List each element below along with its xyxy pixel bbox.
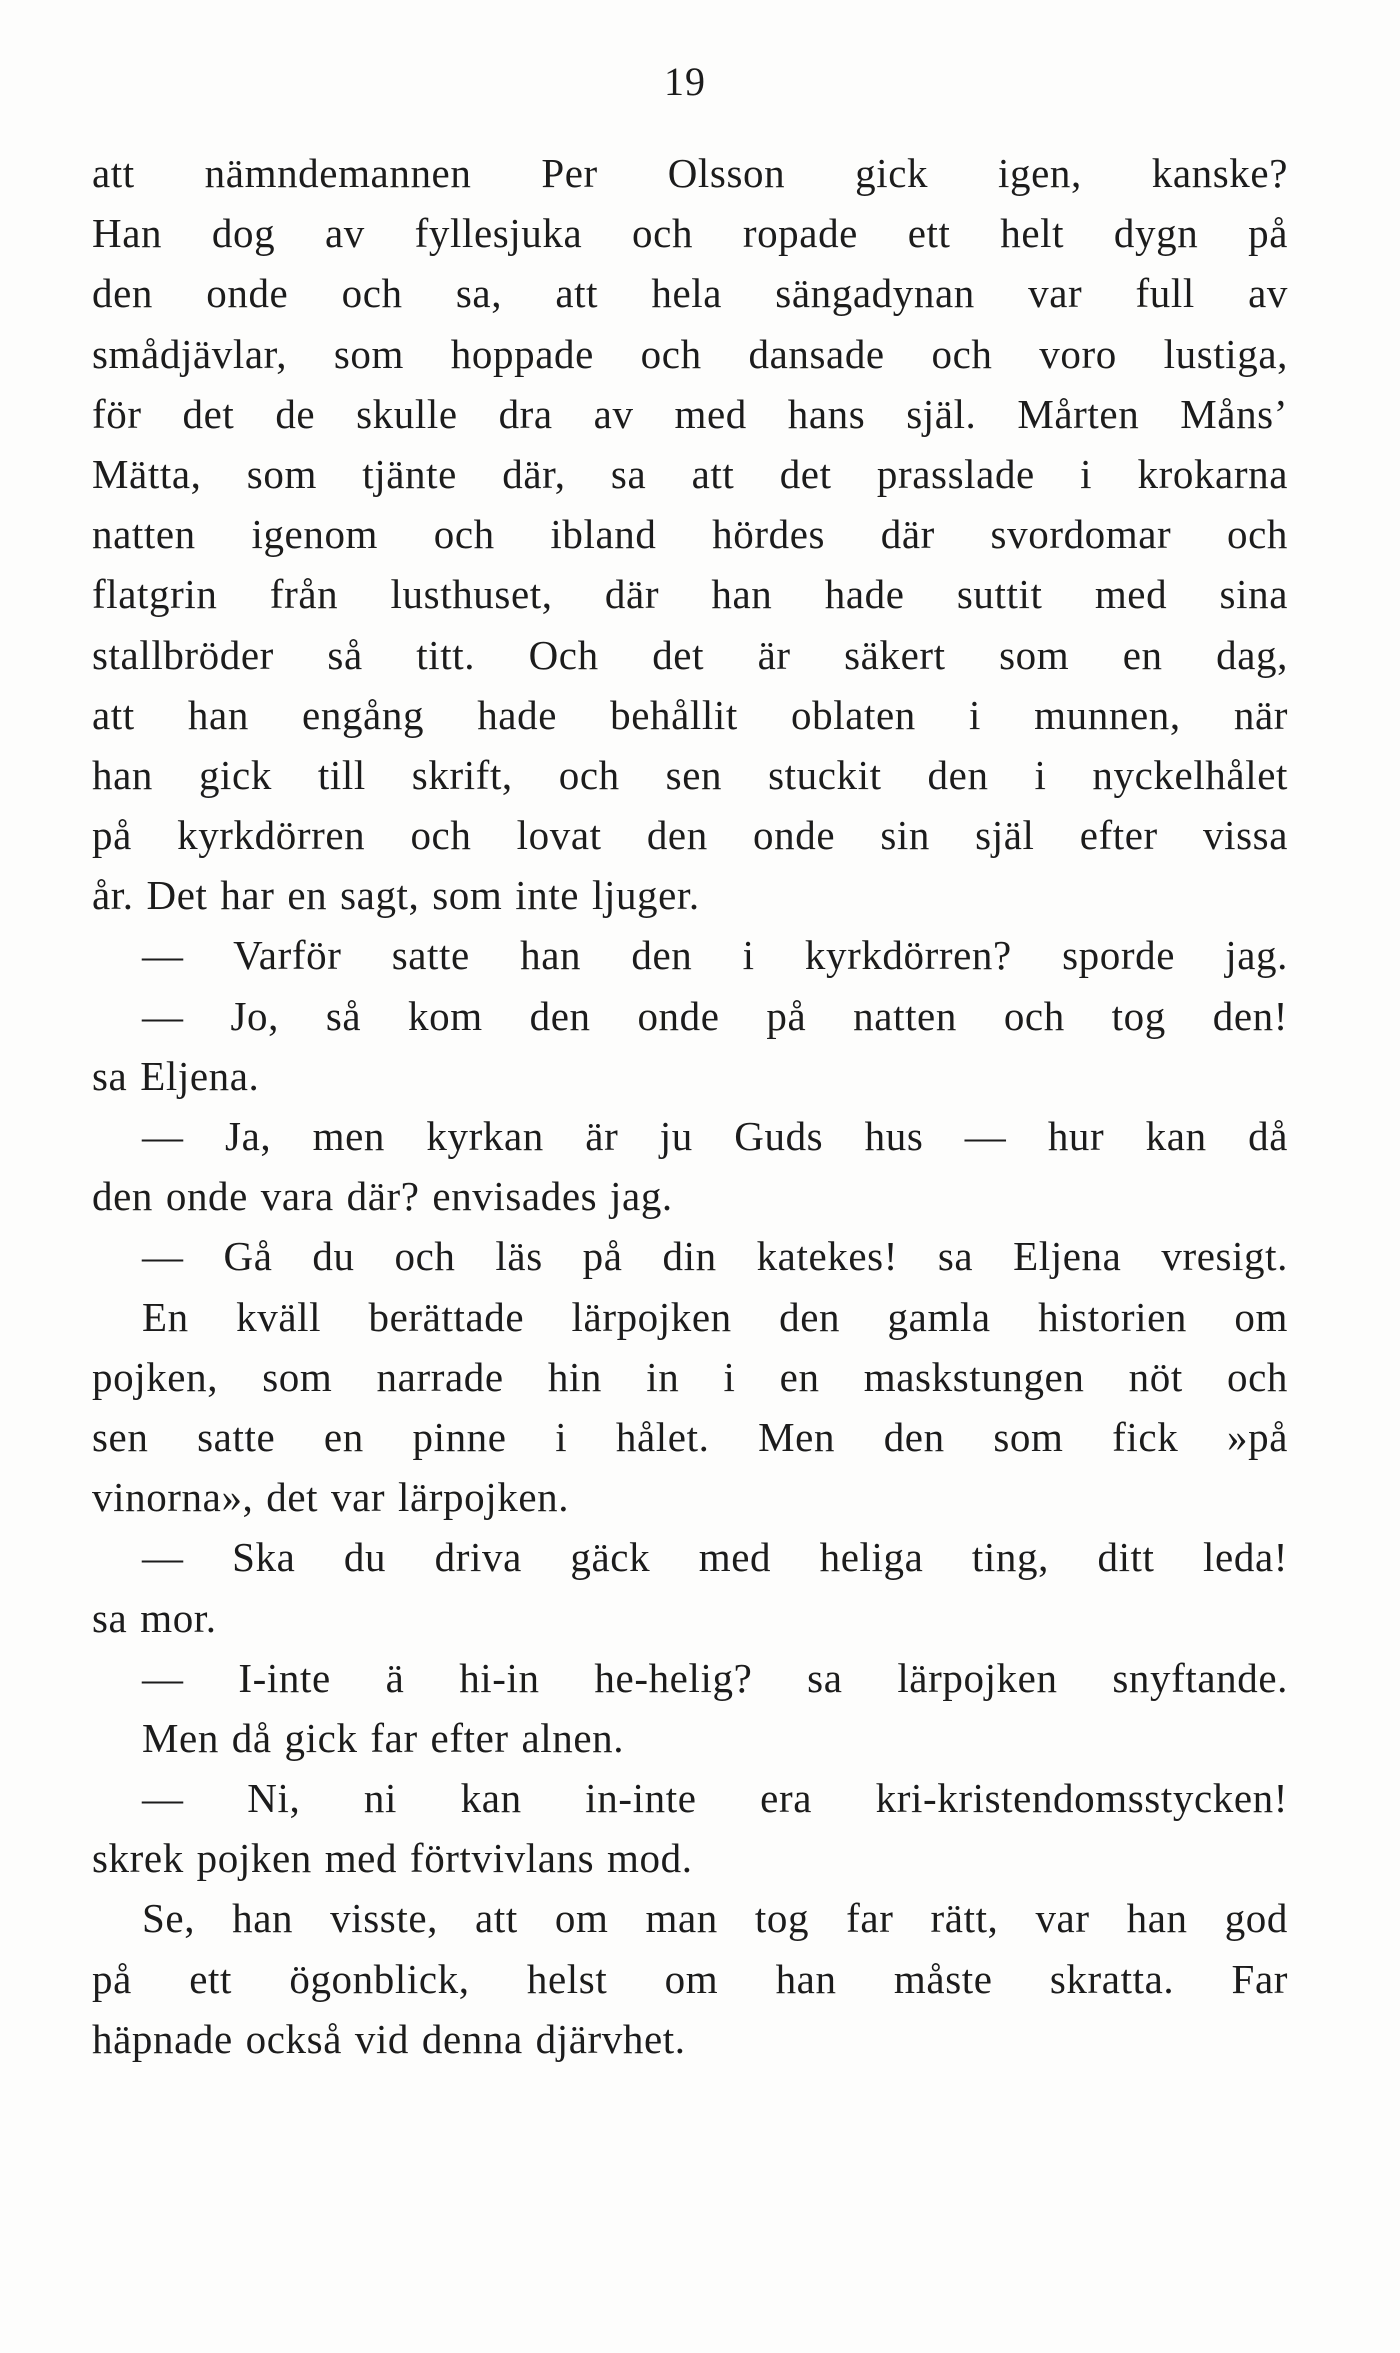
text-line: år. Det har en sagt, som inte ljuger. [92, 872, 700, 919]
text-line: på ett ögonblick, helst om han måste skratta. Far [92, 1955, 1288, 2002]
text-line: att han engång hade behållit oblaten i munnen, när [92, 691, 1288, 738]
text-line: sa Eljena. [92, 1052, 260, 1099]
text-line: att nämndemannen Per Olsson gick igen, kanske? [92, 150, 1288, 196]
page-number: 19 [664, 59, 706, 104]
text-line: han gick till skrift, och sen stuckit den i nyckelhålet [92, 751, 1288, 798]
text-line: smådjävlar, som hoppade och dansade och voro lustiga, [92, 330, 1288, 377]
text-line: flatgrin från lusthuset, där han hade suttit med sina [92, 571, 1288, 618]
text-line: sa mor. [92, 1594, 217, 1641]
text-line: för det de skulle dra av med hans själ. Mårten Måns’ [92, 390, 1288, 437]
text-line: — Gå du och läs på din katekes! sa Eljena vresigt. [142, 1233, 1288, 1280]
text-line: häpnade också vid denna djärvhet. [92, 2015, 686, 2062]
text-line: — Ni, ni kan in-inte era kri-kristendomsstycken! [142, 1775, 1288, 1822]
text-line: den onde och sa, att hela sängadynan var full av [92, 270, 1288, 317]
text-line: — Ska du driva gäck med heliga ting, ditt leda! [142, 1534, 1288, 1581]
text-line: Men då gick far efter alnen. [142, 1714, 625, 1761]
text-line: sen satte en pinne i hålet. Men den som fick »på [92, 1413, 1288, 1460]
body-text [92, 143, 1288, 2069]
text-line: — I-inte ä hi-in he-helig? sa lärpojken snyftande. [142, 1654, 1288, 1701]
text-line: — Jo, så kom den onde på natten och tog den! [142, 992, 1288, 1039]
text-line: Mätta, som tjänte där, sa att det prasslade i krokarna [92, 450, 1288, 497]
text-line: En kväll berättade lärpojken den gamla historien om [142, 1293, 1288, 1340]
text-line: skrek pojken med förtvivlans mod. [92, 1835, 693, 1882]
text-line: Han dog av fyllesjuka och ropade ett helt dygn på [92, 210, 1288, 257]
text-line: pojken, som narrade hin in i en maskstungen nöt och [92, 1353, 1288, 1400]
text-line: — Ja, men kyrkan är ju Guds hus — hur kan då [142, 1113, 1288, 1159]
text-line: Se, han visste, att om man tog far rätt, var han god [142, 1895, 1288, 1942]
text-line: den onde vara där? envisades jag. [92, 1173, 673, 1220]
text-line: — Varför satte han den i kyrkdörren? sporde jag. [142, 932, 1288, 979]
text-line: natten igenom och ibland hördes där svordomar och [92, 511, 1288, 558]
text-line: vinorna», det var lärpojken. [92, 1474, 570, 1521]
text-line: på kyrkdörren och lovat den onde sin själ efter vissa [92, 812, 1288, 859]
text-line: stallbröder så titt. Och det är säkert som en dag, [92, 631, 1288, 678]
